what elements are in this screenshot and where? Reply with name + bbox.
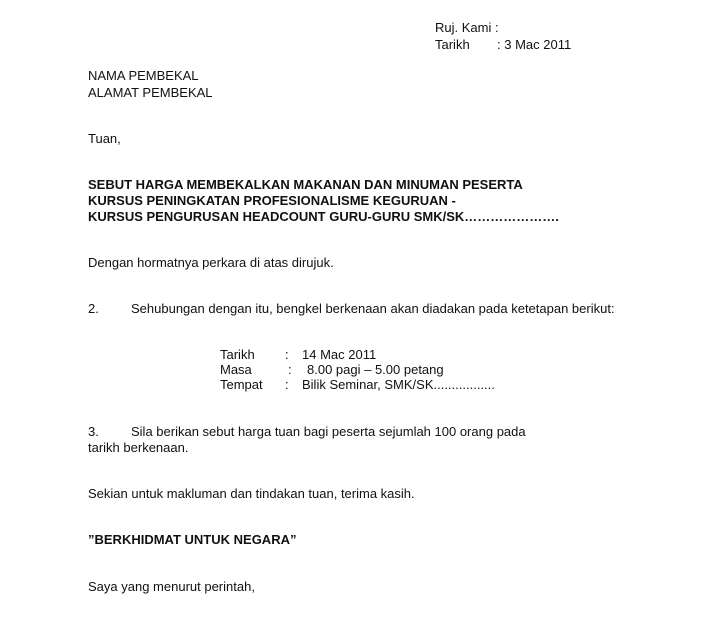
detail-place-colon: :: [285, 377, 289, 392]
paragraph-3-line-1: Sila berikan sebut harga tuan bagi peserta sejumlah 100 orang pada: [131, 424, 526, 439]
detail-time-label: Masa: [220, 362, 252, 377]
salutation: Tuan,: [88, 131, 121, 146]
detail-date-colon: :: [285, 347, 289, 362]
detail-time-value: 8.00 pagi – 5.00 petang: [307, 362, 444, 377]
paragraph-3-number: 3.: [88, 424, 99, 439]
detail-time-colon: :: [288, 362, 292, 377]
intro-paragraph: Dengan hormatnya perkara di atas dirujuk.: [88, 255, 334, 270]
signoff: Saya yang menurut perintah,: [88, 579, 255, 594]
detail-date-value: 14 Mac 2011: [302, 347, 377, 362]
closing-paragraph: Sekian untuk makluman dan tindakan tuan, terima kasih.: [88, 486, 415, 501]
date-value: : 3 Mac 2011: [497, 37, 572, 52]
recipient-address: ALAMAT PEMBEKAL: [88, 85, 213, 100]
recipient-name: NAMA PEMBEKAL: [88, 68, 199, 83]
date-label: Tarikh: [435, 37, 470, 52]
paragraph-3-line-2: tarikh berkenaan.: [88, 440, 189, 455]
paragraph-2-text: Sehubungan dengan itu, bengkel berkenaan akan diadakan pada ketetapan berikut:: [131, 301, 615, 316]
detail-place-value: Bilik Seminar, SMK/SK.................: [302, 377, 495, 392]
detail-place-label: Tempat: [220, 377, 263, 392]
subject-line-3: KURSUS PENGURUSAN HEADCOUNT GURU-GURU SMK/SK………………….: [88, 209, 559, 224]
detail-date-label: Tarikh: [220, 347, 255, 362]
reference-label: Ruj. Kami :: [435, 20, 499, 35]
subject-line-2: KURSUS PENINGKATAN PROFESIONALISME KEGURUAN -: [88, 193, 456, 208]
paragraph-2-number: 2.: [88, 301, 99, 316]
motto: ”BERKHIDMAT UNTUK NEGARA”: [88, 532, 297, 547]
subject-line-1: SEBUT HARGA MEMBEKALKAN MAKANAN DAN MINUMAN PESERTA: [88, 177, 523, 192]
